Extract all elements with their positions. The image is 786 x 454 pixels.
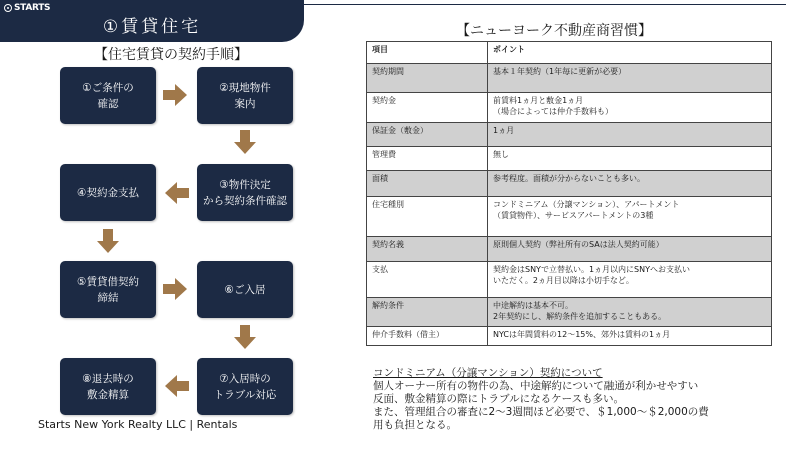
condo-note-line: また、管理組合の審査に2～3週間ほど必要で、＄1,000～＄2,000の費 <box>373 406 709 418</box>
row-item: 保証金（敷金） <box>367 123 488 147</box>
row-point: 契約金はSNYで立替払い。1ヵ月以内にSNYへお支払い いただく。2ヵ月目以降は小切手など。 <box>488 262 772 298</box>
table-row <box>367 123 772 147</box>
condo-note-line: 個人オーナー所有の物件の為、中途解約について融通が利かせやすい <box>373 380 699 392</box>
row-point: 無し <box>488 147 772 171</box>
table-row <box>367 197 772 237</box>
step-8-label: ⑧退去時の 敷金精算 <box>82 372 134 401</box>
row-item: 契約名義 <box>367 237 488 262</box>
condo-note-heading: コンドミニアム（分譲マンション）契約について <box>373 367 603 379</box>
table-row <box>367 93 772 123</box>
step-4-label: ④契約金支払 <box>77 186 139 199</box>
logo-text: STARTS <box>14 3 51 13</box>
row-item: 契約金 <box>367 93 488 123</box>
header-point: ポイント <box>488 42 772 64</box>
step-5 <box>60 261 156 318</box>
row-point: 原則個人契約（弊社所有のSAは法人契約可能） <box>488 237 772 262</box>
arrow-down-icon <box>234 325 256 349</box>
row-point: NYCは年間賃料の12～15%、郊外は賃料の1ヵ月 <box>488 327 772 346</box>
header-banner <box>0 0 304 42</box>
customs-title: 【ニューヨーク不動産商習慣】 <box>456 23 652 39</box>
row-item: 契約期間 <box>367 64 488 93</box>
step-3 <box>197 164 293 221</box>
row-point: 前賃料1ヵ月と敷金1ヵ月 （場合によっては仲介手数料も） <box>488 93 772 123</box>
table-row <box>367 327 772 346</box>
table-row <box>367 298 772 327</box>
arrow-down-icon <box>97 229 119 253</box>
header-divider <box>304 4 786 5</box>
step-7 <box>197 358 293 415</box>
flow-title: 【住宅賃貸の契約手順】 <box>94 47 248 63</box>
arrow-right-icon <box>163 84 187 106</box>
step-8 <box>60 358 156 415</box>
footer-company: Starts New York Realty LLC | Rentals <box>38 418 238 431</box>
row-point: 基本１年契約（1年毎に更新が必要） <box>488 64 772 93</box>
row-item: 管理費 <box>367 147 488 171</box>
row-point: コンドミニアム（分譲マンション）、アパートメント （賃貸物件）、サービスアパートメントの3種 <box>488 197 772 237</box>
header-item: 項目 <box>367 42 488 64</box>
customs-table <box>366 41 772 346</box>
step-6-label: ⑥ご入居 <box>224 283 266 296</box>
arrow-left-icon <box>165 182 189 204</box>
step-2 <box>197 67 293 124</box>
row-item: 解約条件 <box>367 298 488 327</box>
table-row <box>367 64 772 93</box>
condo-note-line: 用も負担となる。 <box>373 419 457 431</box>
step-6 <box>197 261 293 318</box>
page-title: ①賃貸住宅 <box>102 17 202 37</box>
arrow-down-icon <box>234 130 256 154</box>
step-5-label: ⑤賃貸借契約 締結 <box>77 275 139 304</box>
table-row <box>367 237 772 262</box>
step-1-label: ①ご条件の 確認 <box>82 81 134 110</box>
table-row <box>367 171 772 197</box>
table-header-row <box>367 42 772 64</box>
step-1 <box>60 67 156 124</box>
row-point: 参考程度。面積が分からないことも多い。 <box>488 171 772 197</box>
step-3-label: ③物件決定 から契約条件確認 <box>203 178 287 207</box>
row-point: 1ヵ月 <box>488 123 772 147</box>
step-7-label: ⑦入居時の トラブル対応 <box>213 372 277 401</box>
table-row <box>367 147 772 171</box>
row-item: 支払 <box>367 262 488 298</box>
table-row <box>367 262 772 298</box>
condo-note <box>373 367 773 432</box>
row-point: 中途解約は基本不可。 2年契約にし、解約条件を追加することもある。 <box>488 298 772 327</box>
row-item: 住宅種別 <box>367 197 488 237</box>
step-4 <box>60 164 156 221</box>
arrow-right-icon <box>163 278 187 300</box>
row-item: 面積 <box>367 171 488 197</box>
arrow-left-icon <box>165 375 189 397</box>
row-item: 仲介手数料（借主） <box>367 327 488 346</box>
logo-mark-icon <box>4 4 12 12</box>
condo-note-line: 反面、敷金精算の際にトラブルになるケースも多い。 <box>373 393 625 405</box>
step-2-label: ②現地物件 案内 <box>219 81 271 110</box>
